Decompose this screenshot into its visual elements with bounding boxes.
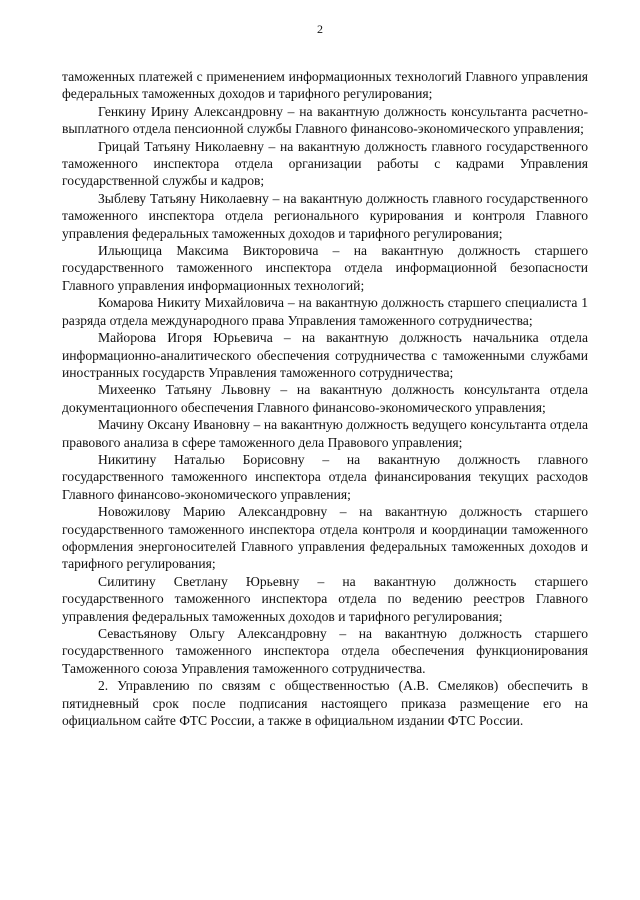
- paragraph-appointment: Мачину Оксану Ивановну – на вакантную должность ведущего консультанта отдела правового анализа в сфере таможенного дела Правового управления;: [62, 417, 588, 450]
- paragraph-appointment: Генкину Ирину Александровну – на вакантную должность консультанта расчетно-выплатного отдела пенсионной службы Главного финансово-экономического управления;: [62, 103, 588, 137]
- paragraph-appointment: Ильющица Максима Викторовича – на вакантную должность старшего государственного таможенного инспектора отдела информационной безопасности Главного управления информационных технологий;: [62, 243, 588, 293]
- page-number: 2: [317, 22, 323, 36]
- paragraph-appointment: Никитину Наталью Борисовну – на вакантную должность главного государственного таможенного инспектора отдела финансирования текущих расходов Главного финансово-экономического управления;: [62, 451, 588, 502]
- paragraph-appointment: Михеенко Татьяну Львовну – на вакантную должность консультанта отдела документационного обеспечения Главного финансово-экономического управления;: [62, 382, 588, 415]
- paragraph-continuation: таможенных платежей с применением информационных технологий Главного управления федеральных таможенных доходов и тарифного регулирования;: [62, 69, 588, 102]
- paragraph-appointment: Зыблеву Татьяну Николаевну – на вакантную должность главного государственного таможенного инспектора отдела регионального курирования и контроля Главного управления федеральных таможенных доходов и тарифного регулирования;: [62, 190, 588, 241]
- paragraph-appointment: Новожилову Марию Александровну – на вакантную должность старшего государственного таможенного инспектора отдела контроля и координации таможенного оформления энергоносителей Главного управления федеральных таможенных доходов и тарифного регулирования;: [62, 504, 588, 572]
- paragraph-appointment: Севастьянову Ольгу Александровну – на вакантную должность старшего государственного таможенного инспектора отдела обеспечения функционирования Таможенного союза Управления таможенного сотрудничества.: [62, 626, 588, 676]
- paragraph-appointment: Грицай Татьяну Николаевну – на вакантную должность главного государственного таможенного инспектора отдела организации работы с кадрами Управления государственной службы и кадров;: [62, 138, 588, 189]
- paragraph-appointment: Майорова Игоря Юрьевича – на вакантную должность начальника отдела информационно-аналитического обеспечения сотрудничества с таможенными службами иностранных государств Управления таможенного сотрудничества;: [62, 330, 588, 380]
- paragraph-appointment: Силитину Светлану Юрьевну – на вакантную должность старшего государственного таможенного инспектора отдела по ведению реестров Главного управления федеральных таможенных доходов и тарифного регулирования;: [62, 573, 588, 624]
- paragraph-appointment: Комарова Никиту Михайловича – на вакантную должность старшего специалиста 1 разряда отдела международного права Управления таможенного сотрудничества;: [62, 295, 588, 328]
- paragraph-item-2: 2. Управлению по связям с общественностью (А.В. Смеляков) обеспечить в пятидневный срок после подписания настоящего приказа размещение его на официальном сайте ФТС России, а также в официальном издании ФТС России.: [62, 678, 588, 729]
- document-body: [62, 68, 588, 729]
